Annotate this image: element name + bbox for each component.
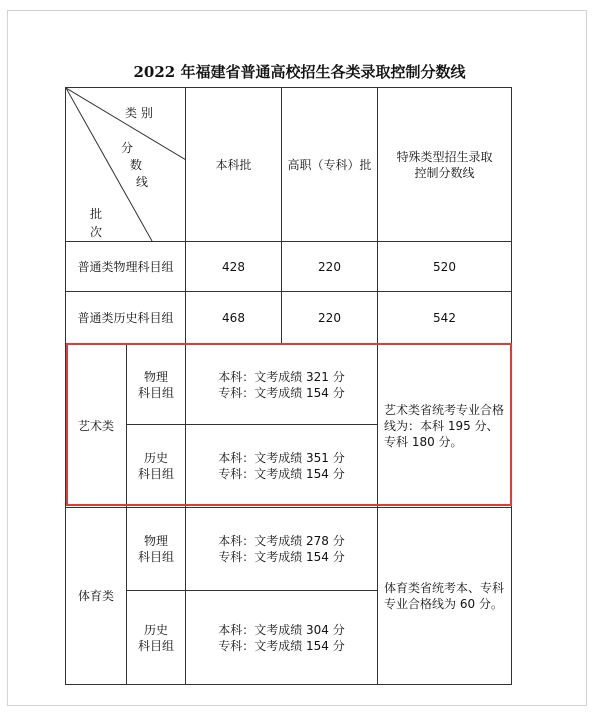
pe-physics-scores [186, 508, 378, 591]
art-physics-vocational-score: 专科：文考成绩 154 分 [218, 385, 345, 400]
table-row [66, 242, 512, 292]
pe-physics-vocational-score: 专科：文考成绩 154 分 [218, 550, 345, 564]
pe-category-label: 体育类 [66, 508, 127, 685]
cell-undergrad: 428 [186, 242, 282, 292]
pe-physics-undergrad-score: 本科：文考成绩 278 分 [218, 534, 345, 548]
pe-subject-history-line-2: 科目组 [137, 638, 174, 653]
pe-history-vocational-score: 专科：文考成绩 154 分 [218, 638, 345, 653]
pe-subject-history-line-1: 历史 [143, 622, 168, 637]
cell-undergrad: 468 [186, 292, 282, 345]
pe-subject-physics-line-2: 科目组 [137, 550, 174, 564]
pe-subject-physics [127, 508, 186, 591]
col-header-vocational: 高职（专科）批 [282, 88, 378, 242]
art-physics-undergrad-score: 本科：文考成绩 321 分 [218, 369, 345, 384]
col-header-special [378, 88, 512, 242]
pe-history-undergrad-score: 本科：文考成绩 304 分 [218, 622, 345, 637]
diag-batch-char-1: 批 [90, 207, 103, 221]
row-label: 普通类历史科目组 [66, 292, 186, 345]
cell-vocational: 220 [282, 242, 378, 292]
art-history-vocational-score: 专科：文考成绩 154 分 [218, 467, 345, 481]
diag-score-char-3: 线 [136, 175, 149, 189]
art-subject-history-line-1: 历史 [143, 451, 168, 465]
pe-subject-history [127, 591, 186, 685]
col-header-undergrad: 本科批 [186, 88, 282, 242]
art-subject-physics-line-1: 物理 [143, 369, 168, 384]
cell-special: 520 [378, 242, 512, 292]
art-history-scores [186, 425, 378, 508]
pe-subject-physics-line-1: 物理 [143, 534, 168, 548]
col-header-special-line-2: 控制分数线 [414, 165, 475, 180]
art-history-undergrad-score: 本科：文考成绩 351 分 [218, 451, 345, 465]
diag-score-char-1: 分 [121, 141, 134, 155]
pe-note: 体育类省统考本、专科专业合格线为 60 分。 [378, 508, 512, 685]
score-table [65, 87, 512, 685]
art-subject-physics [127, 345, 186, 425]
pe-history-scores [186, 591, 378, 685]
diagonal-header-cell [66, 88, 186, 242]
art-row-physics [66, 345, 512, 425]
diag-score-char-2: 数 [130, 158, 143, 172]
cell-special: 542 [378, 292, 512, 345]
cell-vocational: 220 [282, 292, 378, 345]
col-header-special-line-1: 特殊类型招生录取 [396, 149, 493, 164]
page-title: 2022 年福建省普通高校招生各类录取控制分数线 [133, 63, 466, 81]
art-subject-history [127, 425, 186, 508]
art-physics-scores [186, 345, 378, 425]
art-category-label: 艺术类 [66, 345, 127, 508]
art-note: 艺术类省统考专业合格线为：本科 195 分、专科 180 分。 [378, 345, 512, 508]
diag-batch-char-2: 次 [90, 225, 103, 239]
diag-category-label: 类 别 [125, 106, 153, 120]
row-label: 普通类物理科目组 [66, 242, 186, 292]
art-subject-history-line-2: 科目组 [137, 467, 174, 481]
table-row [66, 292, 512, 345]
pe-row-physics [66, 508, 512, 591]
art-subject-physics-line-2: 科目组 [137, 385, 174, 400]
header-row [66, 88, 512, 242]
